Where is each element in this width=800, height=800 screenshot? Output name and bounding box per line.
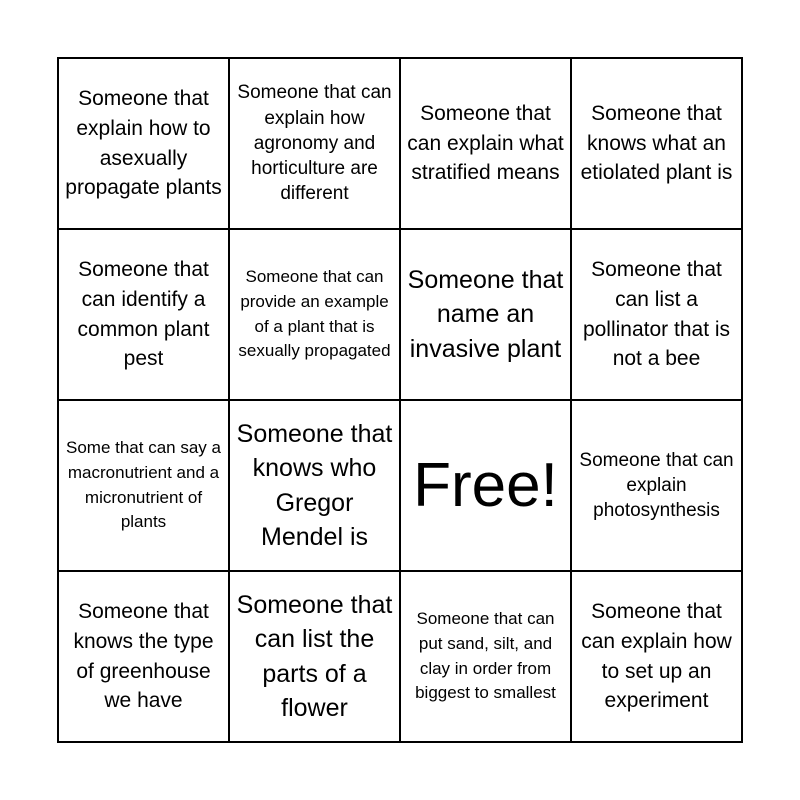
bingo-cell-r2c2[interactable]: Someone that can provide an example of a plant that is sexually propagated	[229, 229, 400, 400]
bingo-cell-r1c1[interactable]: Someone that explain how to asexually propagate plants	[58, 58, 229, 229]
bingo-cell-r4c1[interactable]: Someone that knows the type of greenhouse we have	[58, 571, 229, 742]
bingo-cell-r2c3[interactable]: Someone that name an invasive plant	[400, 229, 571, 400]
bingo-cell-r2c4[interactable]: Someone that can list a pollinator that is not a bee	[571, 229, 742, 400]
bingo-cell-r4c3[interactable]: Someone that can put sand, silt, and clay in order from biggest to smallest	[400, 571, 571, 742]
bingo-cell-r1c2[interactable]: Someone that can explain how agronomy and horticulture are different	[229, 58, 400, 229]
bingo-cell-r3c1[interactable]: Some that can say a macronutrient and a micronutrient of plants	[58, 400, 229, 571]
bingo-cell-r2c1[interactable]: Someone that can identify a common plant pest	[58, 229, 229, 400]
bingo-cell-r4c2[interactable]: Someone that can list the parts of a flower	[229, 571, 400, 742]
bingo-cell-r4c4[interactable]: Someone that can explain how to set up an experiment	[571, 571, 742, 742]
bingo-cell-r1c3[interactable]: Someone that can explain what stratified means	[400, 58, 571, 229]
bingo-cell-r3c4[interactable]: Someone that can explain photosynthesis	[571, 400, 742, 571]
bingo-board	[57, 57, 743, 743]
bingo-cell-r3c2[interactable]: Someone that knows who Gregor Mendel is	[229, 400, 400, 571]
bingo-cell-r1c4[interactable]: Someone that knows what an etiolated plant is	[571, 58, 742, 229]
free-space-cell[interactable]: Free!	[400, 400, 571, 571]
